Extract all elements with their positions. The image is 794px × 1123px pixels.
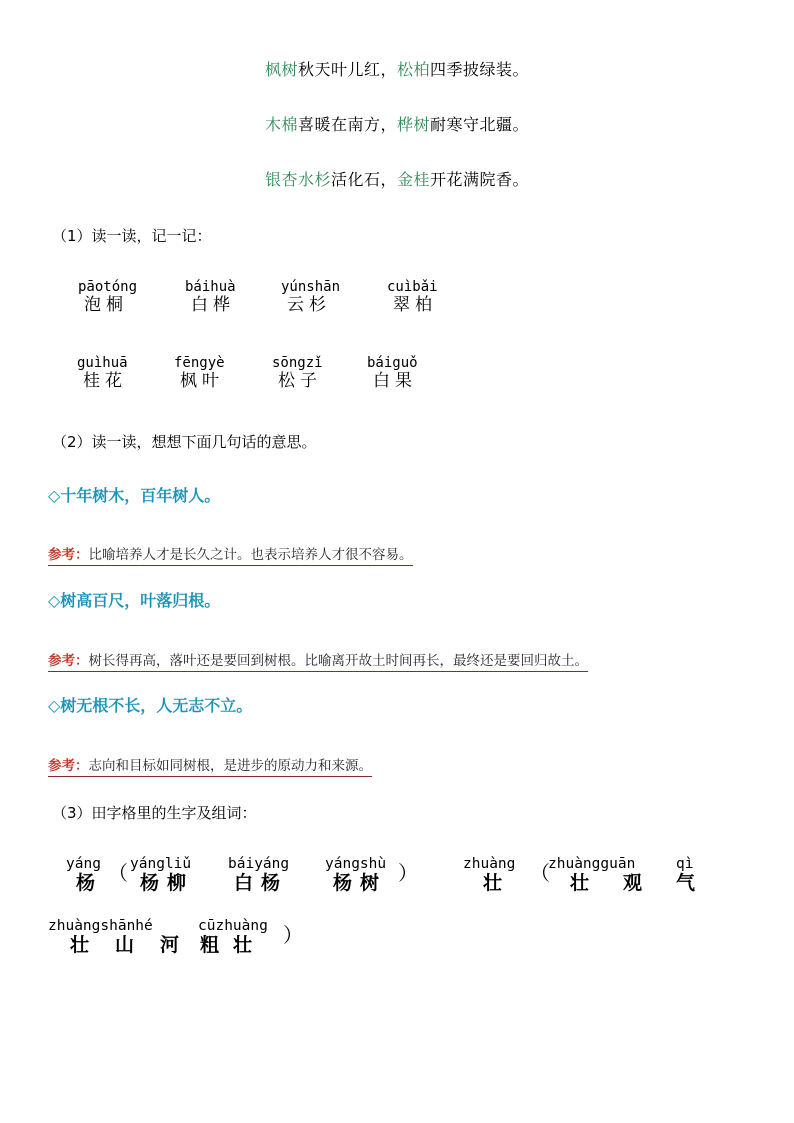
word-group xyxy=(48,918,205,956)
hanzi: 气 xyxy=(676,872,704,894)
hanzi: 泡桐 xyxy=(84,295,128,315)
hanzi: 云杉 xyxy=(287,295,331,315)
pinyin-word xyxy=(185,279,265,315)
poem-text: 秋天叶儿红， xyxy=(297,60,397,79)
pinyin: pāotóng xyxy=(78,279,138,295)
hanzi: 白桦 xyxy=(191,295,235,315)
tree-name: 银杏水杉 xyxy=(264,170,331,189)
word-group xyxy=(198,918,268,956)
close-paren: ） xyxy=(398,861,418,885)
pinyin: zhuàngshānhé xyxy=(48,918,153,934)
poem-line-1 xyxy=(0,60,794,80)
hanzi: 壮观 xyxy=(570,872,677,894)
pinyin-word xyxy=(272,355,352,391)
tree-name: 枫树 xyxy=(264,60,298,79)
q3-title: （3）田字格里的生字及组词： xyxy=(52,804,257,822)
poem-text: 耐寒守北疆。 xyxy=(430,115,530,134)
open-paren: （ xyxy=(530,861,550,885)
reference-text: 志向和目标如同树根，是进步的原动力和来源。 xyxy=(88,758,372,774)
poem-text: 四季披绿装。 xyxy=(430,60,530,79)
proverb: ◇树无根不长，人无志不立。 xyxy=(48,696,253,715)
hanzi: 杨 xyxy=(76,872,104,894)
new-character xyxy=(463,856,515,894)
hanzi: 桂花 xyxy=(83,371,127,391)
poem-line-2 xyxy=(0,115,794,135)
new-character xyxy=(66,856,103,894)
reference-note xyxy=(48,652,588,672)
pinyin: yáng xyxy=(66,856,101,872)
word-group xyxy=(325,856,387,894)
hanzi: 白果 xyxy=(373,371,417,391)
pinyin: zhuàng xyxy=(463,856,516,872)
pinyin-word xyxy=(281,279,361,315)
pinyin: yúnshān xyxy=(281,279,341,295)
pinyin: sōngzǐ xyxy=(272,355,323,371)
pinyin: báiguǒ xyxy=(367,355,418,371)
pinyin: guìhuā xyxy=(77,355,128,371)
q2-title: （2）读一读，想想下面几句话的意思。 xyxy=(52,433,317,451)
word-group xyxy=(676,856,703,894)
reference-note xyxy=(48,546,413,566)
proverb: ◇十年树木，百年树人。 xyxy=(48,486,221,505)
hanzi: 壮山河 xyxy=(70,934,206,956)
tree-name: 金桂 xyxy=(397,170,431,189)
pinyin: fēngyè xyxy=(174,355,225,371)
reference-tag: 参考： xyxy=(48,547,89,563)
pinyin: zhuàngguān xyxy=(548,856,636,872)
word-group xyxy=(548,856,676,894)
word-group xyxy=(130,856,194,894)
reference-text: 比喻培养人才是长久之计。也表示培养人才很不容易。 xyxy=(88,547,413,563)
proverb: ◇树高百尺，叶落归根。 xyxy=(48,591,221,610)
pinyin: báihuà xyxy=(185,279,236,295)
hanzi: 松子 xyxy=(278,371,322,391)
q1-title: （1）读一读，记一记： xyxy=(52,227,212,245)
hanzi: 翠柏 xyxy=(393,295,437,315)
open-paren: （ xyxy=(108,861,128,885)
reference-tag: 参考： xyxy=(48,758,89,774)
word-group xyxy=(228,856,289,894)
pinyin-word xyxy=(174,355,254,391)
pinyin-word xyxy=(367,355,447,391)
poem-line-3 xyxy=(0,170,794,190)
reference-text: 树长得再高，落叶还是要回到树根。比喻离开故土时间再长，最终还是要回归故土。 xyxy=(88,653,588,669)
poem-text: 喜暖在南方， xyxy=(297,115,397,134)
tree-name: 木棉 xyxy=(264,115,298,134)
pinyin: qì xyxy=(676,856,694,872)
poem-text: 活化石， xyxy=(330,170,397,189)
pinyin-word xyxy=(387,279,467,315)
pinyin: cūzhuàng xyxy=(198,918,268,934)
tree-name: 松柏 xyxy=(397,60,431,79)
close-paren: ） xyxy=(283,923,303,947)
hanzi: 粗壮 xyxy=(200,934,267,956)
hanzi: 枫叶 xyxy=(180,371,224,391)
reference-tag: 参考： xyxy=(48,653,89,669)
tree-name: 桦树 xyxy=(397,115,431,134)
hanzi: 壮 xyxy=(483,872,511,894)
hanzi: 白杨 xyxy=(234,872,289,894)
pinyin-word xyxy=(77,355,157,391)
pinyin: báiyáng xyxy=(228,856,290,872)
pinyin: yángliǔ xyxy=(130,856,192,872)
pinyin: yángshù xyxy=(325,856,387,872)
pinyin: cuìbǎi xyxy=(387,279,438,295)
hanzi: 杨柳 xyxy=(140,872,195,894)
pinyin-word xyxy=(78,279,158,315)
hanzi: 杨树 xyxy=(333,872,388,894)
reference-note xyxy=(48,757,372,777)
poem-text: 开花满院香。 xyxy=(430,170,530,189)
